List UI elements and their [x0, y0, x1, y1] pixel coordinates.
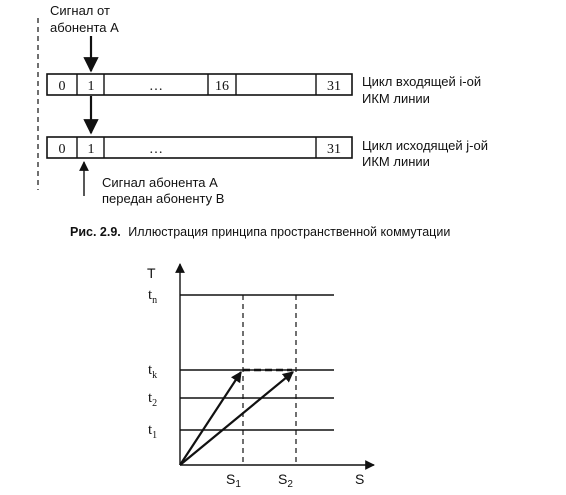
vector-to-s2-tk [180, 372, 293, 465]
incoming-frame-label-line2: ИКМ линии [362, 91, 430, 106]
outgoing-slot-1: 1 [87, 142, 95, 157]
outgoing-slot-0: 0 [58, 142, 66, 157]
figure-caption [70, 225, 450, 239]
incoming-frame-label-line1: Цикл входящей i-ой [362, 74, 482, 89]
s-axis-label: S [355, 471, 365, 487]
incoming-slot-1: 1 [87, 79, 95, 94]
t1-label: $t_1$ [148, 422, 158, 441]
outgoing-slot-ellipsis: … [149, 142, 163, 157]
vector-to-s1-tk [180, 372, 241, 465]
incoming-frame [47, 74, 352, 95]
signal-from-a-line2: абонента А [50, 20, 119, 35]
t-axis-label: T [147, 265, 156, 281]
outgoing-frame-label-line2: ИКМ линии [362, 154, 430, 169]
incoming-slot-16: 16 [215, 79, 229, 94]
tk-label: $t_k$ [148, 362, 158, 381]
tn-label: $t_n$ [148, 287, 158, 306]
signal-to-b-line1: Сигнал абонента А [102, 175, 218, 190]
caption-text: Иллюстрация принципа пространственной коммутации [128, 225, 451, 239]
incoming-slot-31: 31 [327, 79, 341, 94]
t2-label: $t_2$ [148, 390, 158, 409]
incoming-slot-ellipsis: … [149, 79, 163, 94]
signal-to-b-line2: передан абоненту В [102, 191, 225, 206]
s1-label: $S_1$ [226, 471, 241, 490]
ts-plot [147, 264, 374, 490]
outgoing-slot-31: 31 [327, 142, 341, 157]
caption-prefix: Рис. 2.9. [70, 225, 121, 239]
outgoing-frame [47, 137, 352, 158]
s2-label: $S_2$ [278, 471, 293, 490]
incoming-slot-0: 0 [58, 79, 66, 94]
signal-from-a-line1: Сигнал от [50, 3, 110, 18]
outgoing-frame-label-line1: Цикл исходящей j-ой [362, 138, 488, 153]
